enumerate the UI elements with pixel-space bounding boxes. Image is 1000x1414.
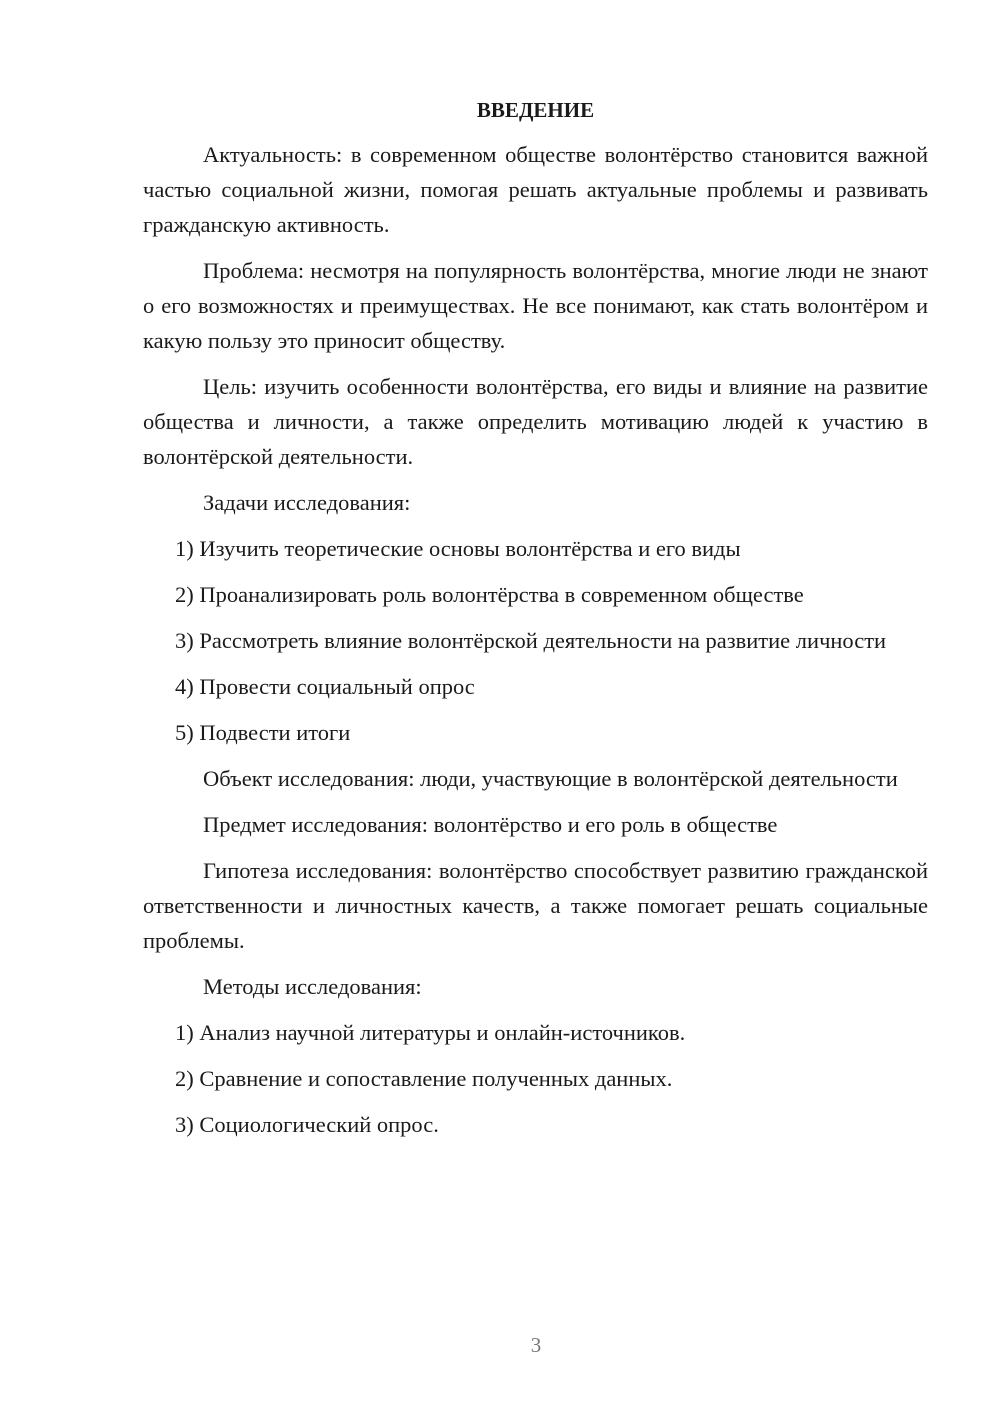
goal-paragraph: Цель: изучить особенности волонтёрства, его виды и влияние на развитие общества и личности, а также определить мотивацию людей к участию в волонтёрской деятельности. xyxy=(143,374,928,469)
method-item: 3) Социологический опрос. xyxy=(175,1112,439,1137)
subject-paragraph: Предмет исследования: волонтёрство и его роль в обществе xyxy=(203,812,778,837)
method-item: 2) Сравнение и сопоставление полученных данных. xyxy=(175,1066,673,1091)
methods-heading: Методы исследования: xyxy=(203,974,422,999)
document-title: ВВЕДЕНИЕ xyxy=(476,98,595,122)
task-item: 2) Проанализировать роль волонтёрства в современном обществе xyxy=(175,582,804,607)
hypothesis-paragraph: Гипотеза исследования: волонтёрство способствует развитию гражданской ответственности и личностных качеств, а также помогает решать социальные проблемы. xyxy=(143,858,928,953)
task-item: 3) Рассмотреть влияние волонтёрской деятельности на развитие личности xyxy=(175,628,887,653)
document-page xyxy=(143,95,928,1153)
problem-paragraph: Проблема: несмотря на популярность волонтёрства, многие люди не знают о его возможностях и преимуществах. Не все понимают, как стать волонтёром и какую пользу это приносит обществу. xyxy=(143,258,928,353)
task-item: 5) Подвести итоги xyxy=(175,720,351,745)
task-item: 4) Провести социальный опрос xyxy=(175,674,475,699)
object-paragraph: Объект исследования: люди, участвующие в волонтёрской деятельности xyxy=(203,766,898,791)
task-item: 1) Изучить теоретические основы волонтёрства и его виды xyxy=(175,536,741,561)
page-number: 3 xyxy=(530,1333,542,1357)
tasks-heading: Задачи исследования: xyxy=(203,490,411,515)
method-item: 1) Анализ научной литературы и онлайн-источников. xyxy=(175,1020,686,1045)
relevance-paragraph: Актуальность: в современном обществе волонтёрство становится важной частью социальной жизни, помогая решать актуальные проблемы и развивать гражданскую активность. xyxy=(143,142,928,237)
